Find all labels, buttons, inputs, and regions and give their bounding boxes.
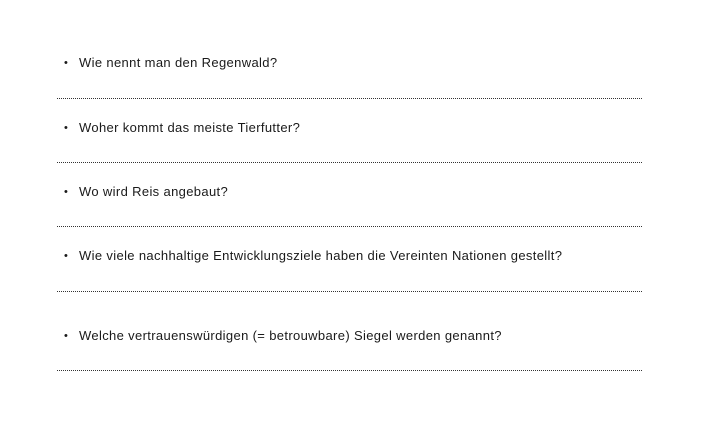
question-2 bbox=[64, 120, 300, 136]
question-text: Woher kommt das meiste Tierfutter? bbox=[79, 120, 301, 135]
answer-line-1[interactable] bbox=[57, 98, 642, 99]
question-text: Wie nennt man den Regenwald? bbox=[79, 55, 278, 70]
question-text: Wie viele nachhaltige Entwicklungsziele haben die Vereinten Nationen gestellt? bbox=[79, 248, 563, 263]
answer-line-3[interactable] bbox=[57, 226, 642, 227]
question-text: Welche vertrauenswürdigen (= betrouwbare) Siegel werden genannt? bbox=[79, 328, 502, 343]
answer-line-4[interactable] bbox=[57, 291, 642, 292]
answer-line-5[interactable] bbox=[57, 370, 642, 371]
question-1 bbox=[64, 55, 277, 71]
question-text: Wo wird Reis angebaut? bbox=[79, 184, 229, 199]
bullet-icon: • bbox=[64, 250, 69, 262]
question-5 bbox=[64, 328, 502, 344]
bullet-icon: • bbox=[64, 186, 69, 198]
bullet-icon: • bbox=[64, 330, 69, 342]
bullet-icon: • bbox=[64, 57, 69, 69]
question-3 bbox=[64, 184, 228, 200]
bullet-icon: • bbox=[64, 122, 69, 134]
answer-line-2[interactable] bbox=[57, 162, 642, 163]
question-4 bbox=[64, 248, 562, 264]
